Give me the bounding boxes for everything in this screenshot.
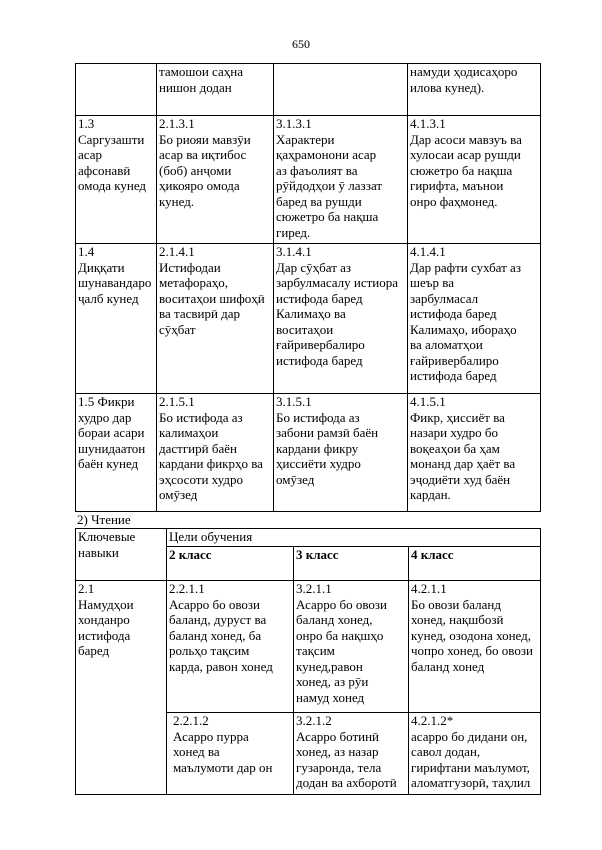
table-row [76,64,541,116]
table-cell: 1.5 Фикри худро дар бораи асари шунидаатон баён кунед [78,394,146,471]
table-cell: 1.3 Саргузашти асар афсонавӣ омода кунед [78,116,147,193]
table-cell: 4.1.4.1 Дар рафти сухбат аз шеър ва зарбулмасал истифода баред Калимаҳо, ибораҳо ва аломатҳои ғайривербалиро истифода баред [410,244,521,383]
table-cell: 2.1.3.1 Бо риояи мавзӯи асар ва иқтибос (боб) анҷоми ҳикояро омода кунед. [159,116,251,209]
table-cell: 4.1.3.1 Дар асоси мавзуъ ва хулосаи асар рушди сюжетро ба нақша гирифта, маънои онро фаҳмонед. [410,116,522,209]
table-cell: 1.4 Диққати шунавандаро ҷалб кунед [78,244,152,306]
table-cell: 2.1.4.1 Истифодаи метафораҳо, воситаҳои шифоҳӣ ва тасвирӣ дар сӯҳбат [159,244,265,337]
table-cell: намуди ҳодисаҳоро илова кунед). [410,64,518,95]
grade-header-3: 3 класс [296,547,339,562]
header-row [76,529,541,547]
table-cell: 2.2.1.2 Асарро пурра хонед ва маълумоти дар он [173,713,273,775]
table-cell: 3.2.1.1 Асарро бо овози баланд хонед, онро ба нақшҳо тақсим кунед,равон хонед, аз рӯи намуд хонед [296,581,388,705]
table-cell: 3.2.1.2 Асарро ботинӣ хонед, аз назар гузаронда, тела додан ва ахборотӣ [296,713,397,790]
table-cell: тамошои саҳна нишон додан [159,64,243,95]
header-key-skills: Ключевые навыки [78,529,136,560]
table-cell: 3.1.3.1 Характери қаҳрамонони асар аз фаъолият ва рӯйдодҳои ӯ лаззат баред ва рушди сюжетро ба нақша гиред. [276,116,383,240]
table-row [76,244,541,394]
table-cell: 2.2.1.1 Асарро бо овози баланд, дуруст ва баланд хонед, ба рольҳо тақсим карда, равон хонед [169,581,273,674]
page-number: 650 [292,37,310,51]
grade-header-2: 2 класс [169,547,212,562]
table-row [76,116,541,244]
goals-table-continued [75,63,541,512]
table-cell: 4.1.5.1 Фикр, ҳиссиёт ва назари худро бо воқеаҳои ба ҳам монанд дар ҳаёт ва эҷодиёти худ баён кардан. [410,394,516,502]
grade-header-4: 4 класс [411,547,454,562]
table-cell: 2.1.5.1 Бо истифода аз калимаҳои дастгирӣ баён кардани фикрҳо ва эҳсосоти худро омӯзед [159,394,263,502]
table-row [76,394,541,512]
table-cell: 3.1.5.1 Бо истифода аз забони рамзӣ баён кардани фикру ҳиссиёти худро омӯзед [276,394,379,487]
header-learning-goals: Цели обучения [169,529,253,544]
table-row [76,581,541,713]
section-heading-reading: 2) Чтение [77,512,131,527]
table-cell: 3.1.4.1 Дар сӯҳбат аз зарбулмасалу истиора истифода баред Калимаҳо ва воситаҳои ғайривербалиро истифода баред [276,244,399,368]
table-cell: 2.1 Намудҳои хонданро истифода баред [78,581,134,658]
table-cell: 4.2.1.1 Бо овози баланд хонед, нақшбозӣ кунед, озодона хонед, чопро хонед, бо овози баланд хонед [411,581,533,674]
table-cell: 4.2.1.2* асарро бо дидани он, савол додан, гирифтани маълумот, аломатгузорӣ, таҳлил [411,713,531,790]
reading-goals-table [75,528,541,795]
